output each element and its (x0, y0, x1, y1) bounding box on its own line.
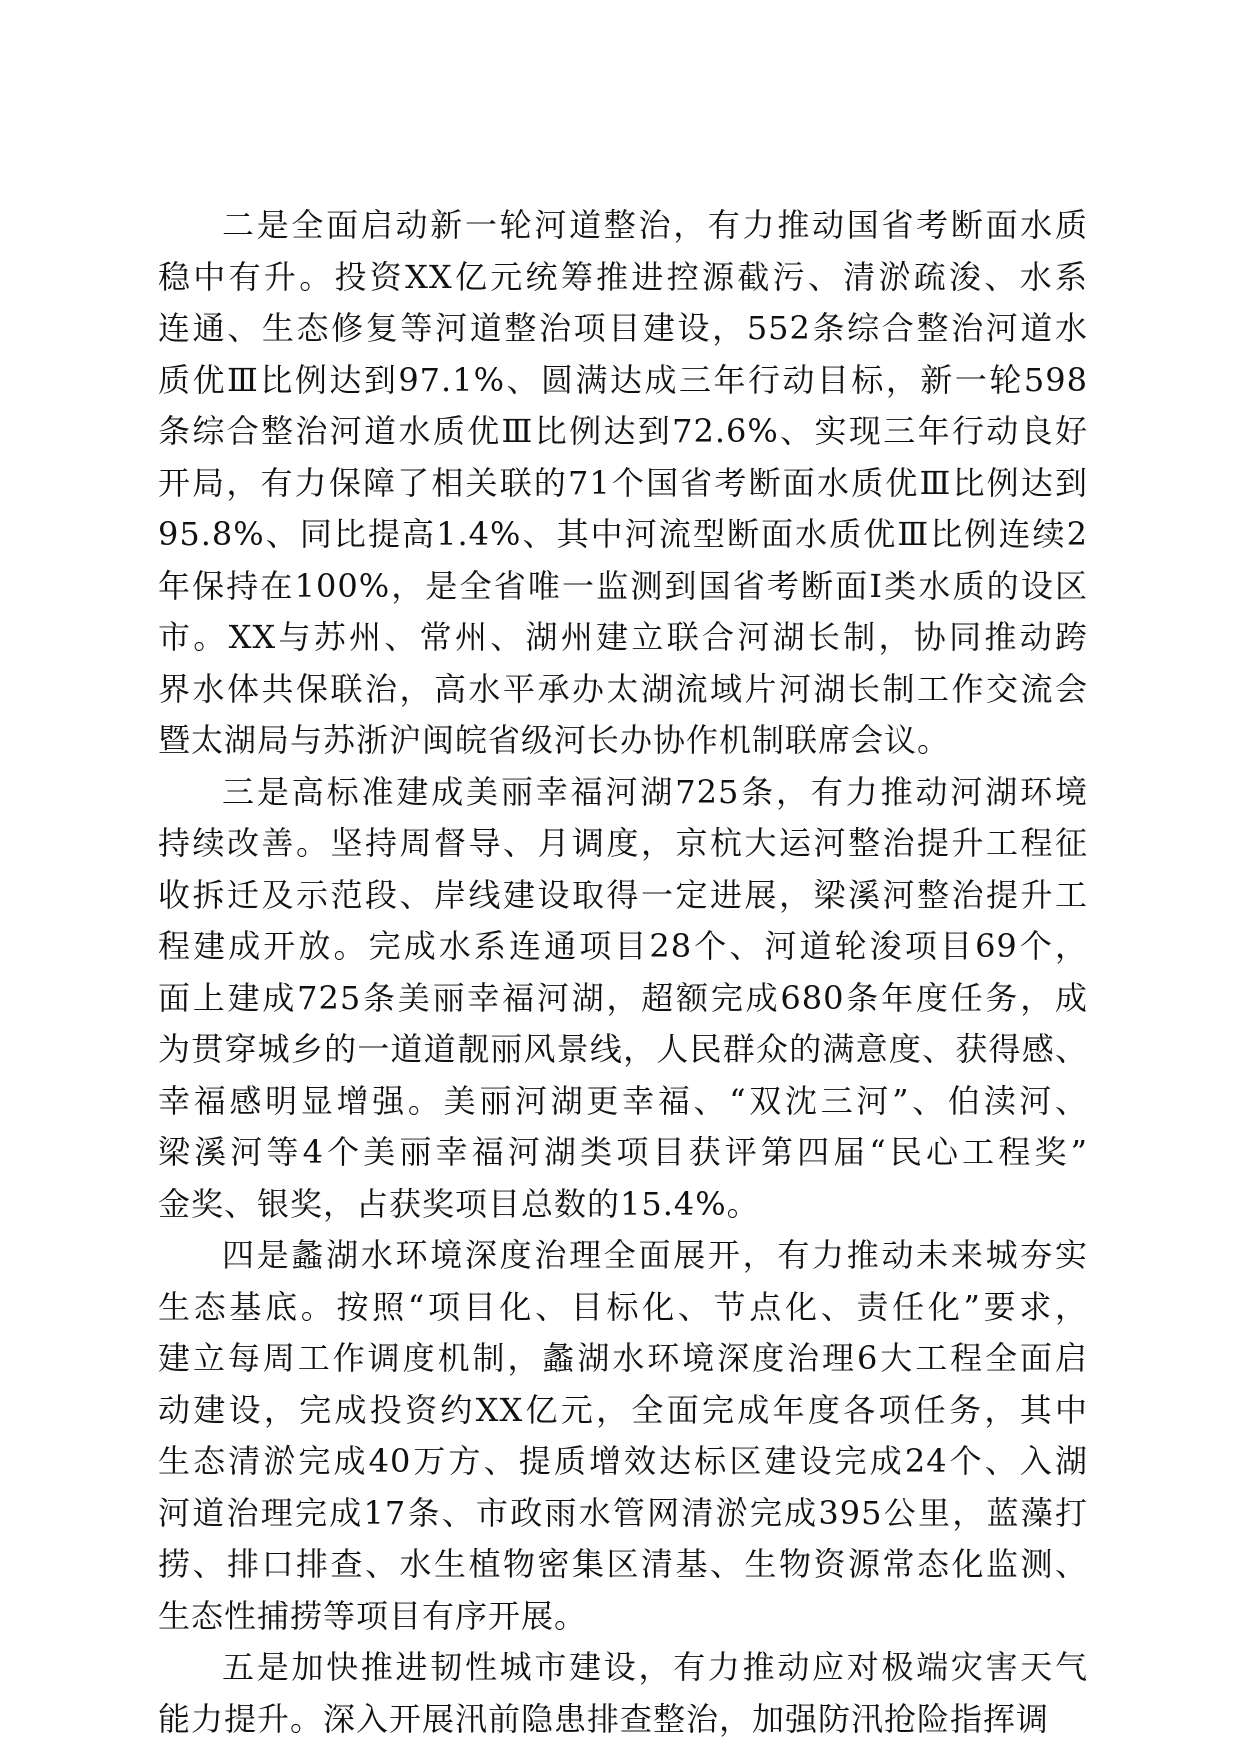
text-line: 95.8%、同比提高1.4%、其中河流型断面水质优Ⅲ比例连续2 (158, 515, 1088, 553)
text-line: 开局，有力保障了相关联的71个国省考断面水质优Ⅲ比例达到 (158, 463, 1088, 502)
text-line: 梁溪河等4个美丽幸福河湖类项目获评第四届“民心工程奖” (158, 1133, 1088, 1171)
text-line: 年保持在100%，是全省唯一监测到国省考断面Ⅰ类水质的设区 (158, 566, 1088, 605)
text-line: 为贯穿城乡的一道道靓丽风景线，人民群众的满意度、获得感、 (158, 1030, 1088, 1068)
text-line: 生态性捕捞等项目有序开展。 (158, 1596, 588, 1635)
text-line: 建立每周工作调度机制，蠡湖水环境深度治理6大工程全面启 (158, 1339, 1088, 1377)
text-line: 动建设，完成投资约XX亿元，全面完成年度各项任务，其中 (158, 1390, 1088, 1429)
text-line: 二是全面启动新一轮河道整治，有力推动国省考断面水质 (222, 206, 1088, 244)
text-line: 暨太湖局与苏浙沪闽皖省级河长办协作机制联席会议。 (158, 721, 951, 759)
text-line: 河道治理完成17条、市政雨水管网清淤完成395公里，蓝藻打 (158, 1493, 1088, 1532)
text-line: 生态清淤完成40万方、提质增效达标区建设完成24个、入湖 (158, 1442, 1088, 1480)
text-line: 捞、排口排查、水生植物密集区清基、生物资源常态化监测、 (158, 1545, 1088, 1583)
paragraph (158, 767, 1088, 1231)
text-line: 收拆迁及示范段、岸线建设取得一定进展，梁溪河整治提升工 (158, 875, 1088, 914)
text-line: 持续改善。坚持周督导、月调度，京杭大运河整治提升工程征 (158, 824, 1088, 862)
text-line: 稳中有升。投资XX亿元统筹推进控源截污、清淤疏浚、水系 (158, 257, 1088, 296)
paragraph (158, 200, 1088, 767)
paragraph (158, 1642, 1088, 1745)
text-line: 金奖、银奖，占获奖项目总数的15.4%。 (158, 1184, 760, 1223)
text-line: 幸福感明显增强。美丽河湖更幸福、“双沈三河”、伯渎河、 (158, 1081, 1088, 1120)
text-line: 条综合整治河道水质优Ⅲ比例达到72.6%、实现三年行动良好 (158, 412, 1088, 450)
text-line: 连通、生态修复等河道整治项目建设，552条综合整治河道水 (158, 309, 1088, 347)
text-line: 四是蠡湖水环境深度治理全面展开，有力推动未来城夯实 (222, 1236, 1088, 1274)
text-line: 市。XX与苏州、常州、湖州建立联合河湖长制，协同推动跨 (158, 618, 1088, 656)
text-line: 界水体共保联治，高水平承办太湖流域片河湖长制工作交流会 (158, 669, 1088, 708)
text-line: 质优Ⅲ比例达到97.1%、圆满达成三年行动目标，新一轮598 (158, 360, 1088, 399)
text-line: 能力提升。深入开展汛前隐患排查整治，加强防汛抢险指挥调 (158, 1699, 1050, 1738)
text-line: 三是高标准建成美丽幸福河湖725条，有力推动河湖环境 (222, 772, 1088, 811)
text-line: 面上建成725条美丽幸福河湖，超额完成680条年度任务，成 (158, 978, 1088, 1017)
text-line: 五是加快推进韧性城市建设，有力推动应对极端灾害天气 (222, 1648, 1088, 1686)
document-body (158, 200, 1088, 1745)
text-line: 程建成开放。完成水系连通项目28个、河道轮浚项目69个， (158, 927, 1088, 965)
paragraph (158, 1230, 1088, 1642)
text-line: 生态基底。按照“项目化、目标化、节点化、责任化”要求， (158, 1287, 1088, 1326)
